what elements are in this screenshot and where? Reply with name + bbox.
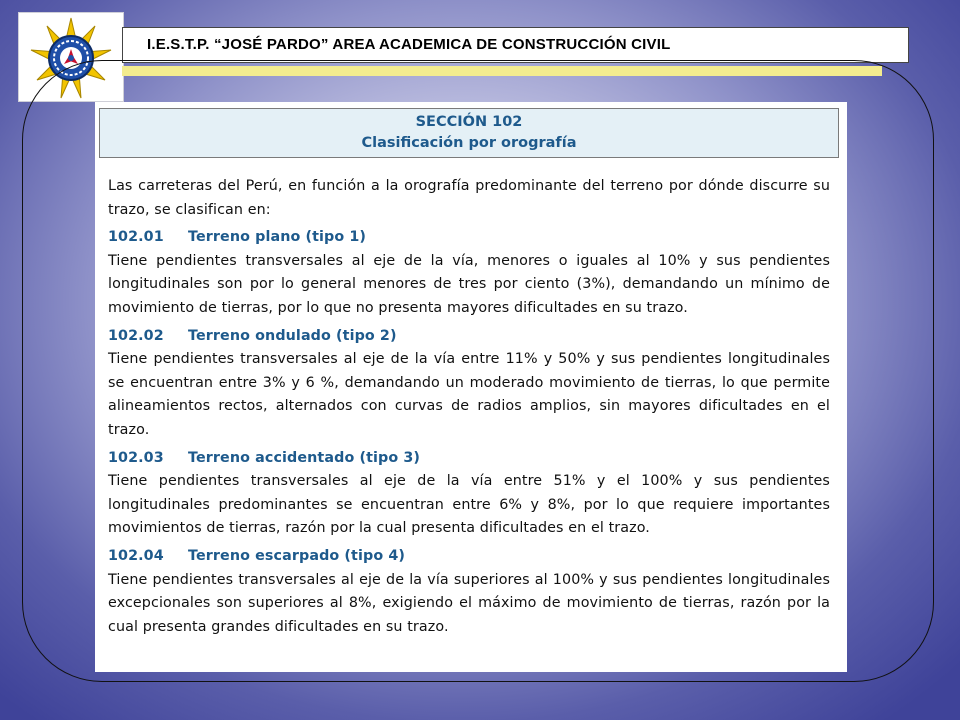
section-subtitle: Clasificación por orografía — [361, 135, 577, 151]
item-text: Tiene pendientes transversales al eje de la vía entre 51% y el 100% y sus pendientes longitudinales predominantes se encuentran entre 6% y 8%, por lo que requiere importantes movimientos de tierras, razón por la cual presenta dificultades en el trazo. — [108, 473, 830, 537]
item-number: 102.03 — [108, 449, 164, 466]
page-header-title: I.E.S.T.P. “JOSÉ PARDO” AREA ACADEMICA DE CONSTRUCCIÓN CIVIL — [122, 27, 909, 63]
item-heading — [108, 447, 830, 471]
document-panel — [95, 102, 847, 672]
item-number: 102.04 — [108, 547, 164, 564]
item-number: 102.02 — [108, 327, 164, 344]
item-number: 102.01 — [108, 229, 164, 246]
item-title: Terreno escarpado (tipo 4) — [188, 547, 406, 564]
section-header-box — [99, 108, 839, 158]
item-heading — [108, 226, 830, 250]
item-heading — [108, 545, 830, 569]
item-text: Tiene pendientes transversales al eje de la vía superiores al 100% y sus pendientes longitudinales excepcionales son superiores al 8%, exigiendo el máximo de movimiento de tierras, razón por la cual presenta grandes dificultades en su trazo. — [108, 571, 830, 635]
item-title: Terreno ondulado (tipo 2) — [188, 327, 397, 344]
item-title: Terreno accidentado (tipo 3) — [188, 449, 421, 466]
item-title: Terreno plano (tipo 1) — [188, 229, 367, 246]
item-text: Tiene pendientes transversales al eje de la vía, menores o iguales al 10% y sus pendientes longitudinales son por lo general menores de tres por ciento (3%), demandando un mínimo de movimiento de tierras, por lo que no presenta mayores dificultades en su trazo. — [108, 252, 830, 316]
document-body — [108, 175, 830, 639]
item-text: Tiene pendientes transversales al eje de la vía entre 11% y 50% y sus pendientes longitudinales se encuentran entre 3% y 6 %, demandando un moderado movimiento de tierras, lo que permite alineamientos rectos, alternados con curvas de radios amplios, sin mayores dificultades en el trazo. — [108, 351, 830, 438]
intro-paragraph: Las carreteras del Perú, en función a la orografía predominante del terreno por dónde discurre su trazo, se clasifican en: — [108, 178, 830, 218]
section-title: SECCIÓN 102 — [415, 114, 523, 130]
item-heading — [108, 325, 830, 349]
